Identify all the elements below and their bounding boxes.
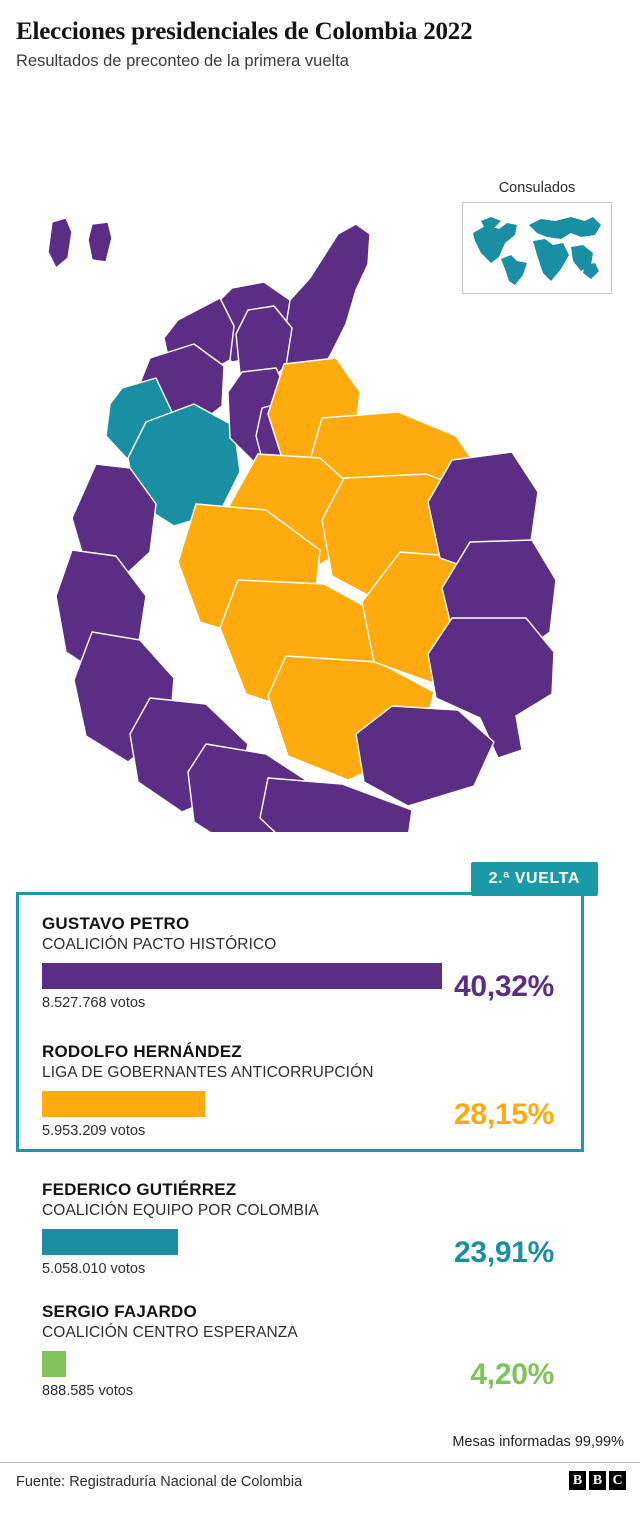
candidate-name: SERGIO FAJARDO <box>42 1302 197 1321</box>
map-area <box>0 72 640 832</box>
page-subtitle: Resultados de preconteo de la primera vuelta <box>16 52 349 70</box>
candidate-percent: 4,20% <box>470 1358 554 1391</box>
bbc-logo-letter: C <box>609 1471 626 1490</box>
world-map-icon <box>463 203 611 293</box>
candidate-votes: 5.953.209 votos <box>42 1123 146 1139</box>
candidate-votes: 8.527.768 votos <box>42 995 146 1011</box>
candidate-row <box>42 1302 602 1399</box>
candidate-percent: 23,91% <box>454 1236 554 1269</box>
candidate-votes: 5.058.010 votos <box>42 1261 146 1277</box>
header <box>0 0 640 72</box>
candidate-name: RODOLFO HERNÁNDEZ <box>42 1042 242 1061</box>
inset-map-label: Consulados <box>498 179 576 196</box>
bbc-logo-letter: B <box>589 1471 606 1490</box>
bbc-logo-letter: B <box>569 1471 586 1490</box>
bbc-logo <box>569 1471 626 1490</box>
mesas-status: Mesas informadas 99,99% <box>452 1434 624 1450</box>
candidate-bar <box>42 1351 66 1377</box>
candidate-party: COALICIÓN CENTRO ESPERANZA <box>42 1324 298 1341</box>
candidate-bar <box>42 1091 205 1117</box>
candidate-bar <box>42 1229 178 1255</box>
candidate-party: COALICIÓN EQUIPO POR COLOMBIA <box>42 1202 319 1219</box>
consulates-inset-map <box>462 202 612 294</box>
candidate-name: FEDERICO GUTIÉRREZ <box>42 1180 237 1199</box>
candidate-name: GUSTAVO PETRO <box>42 914 190 933</box>
footer-divider <box>0 1462 640 1463</box>
candidate-row <box>42 1180 602 1277</box>
candidate-row <box>42 914 602 1011</box>
candidate-percent: 28,15% <box>454 1098 554 1131</box>
page-title: Elecciones presidenciales de Colombia 2022 <box>16 18 473 45</box>
source-text: Fuente: Registraduría Nacional de Colombia <box>16 1474 303 1490</box>
candidate-party: COALICIÓN PACTO HISTÓRICO <box>42 936 277 953</box>
candidate-percent: 40,32% <box>454 970 554 1003</box>
candidate-bar <box>42 963 442 989</box>
candidate-row <box>42 1042 602 1139</box>
candidate-votes: 888.585 votos <box>42 1383 134 1399</box>
runoff-badge: 2.ª VUELTA <box>471 862 598 896</box>
candidate-party: LIGA DE GOBERNANTES ANTICORRUPCIÓN <box>42 1064 374 1081</box>
